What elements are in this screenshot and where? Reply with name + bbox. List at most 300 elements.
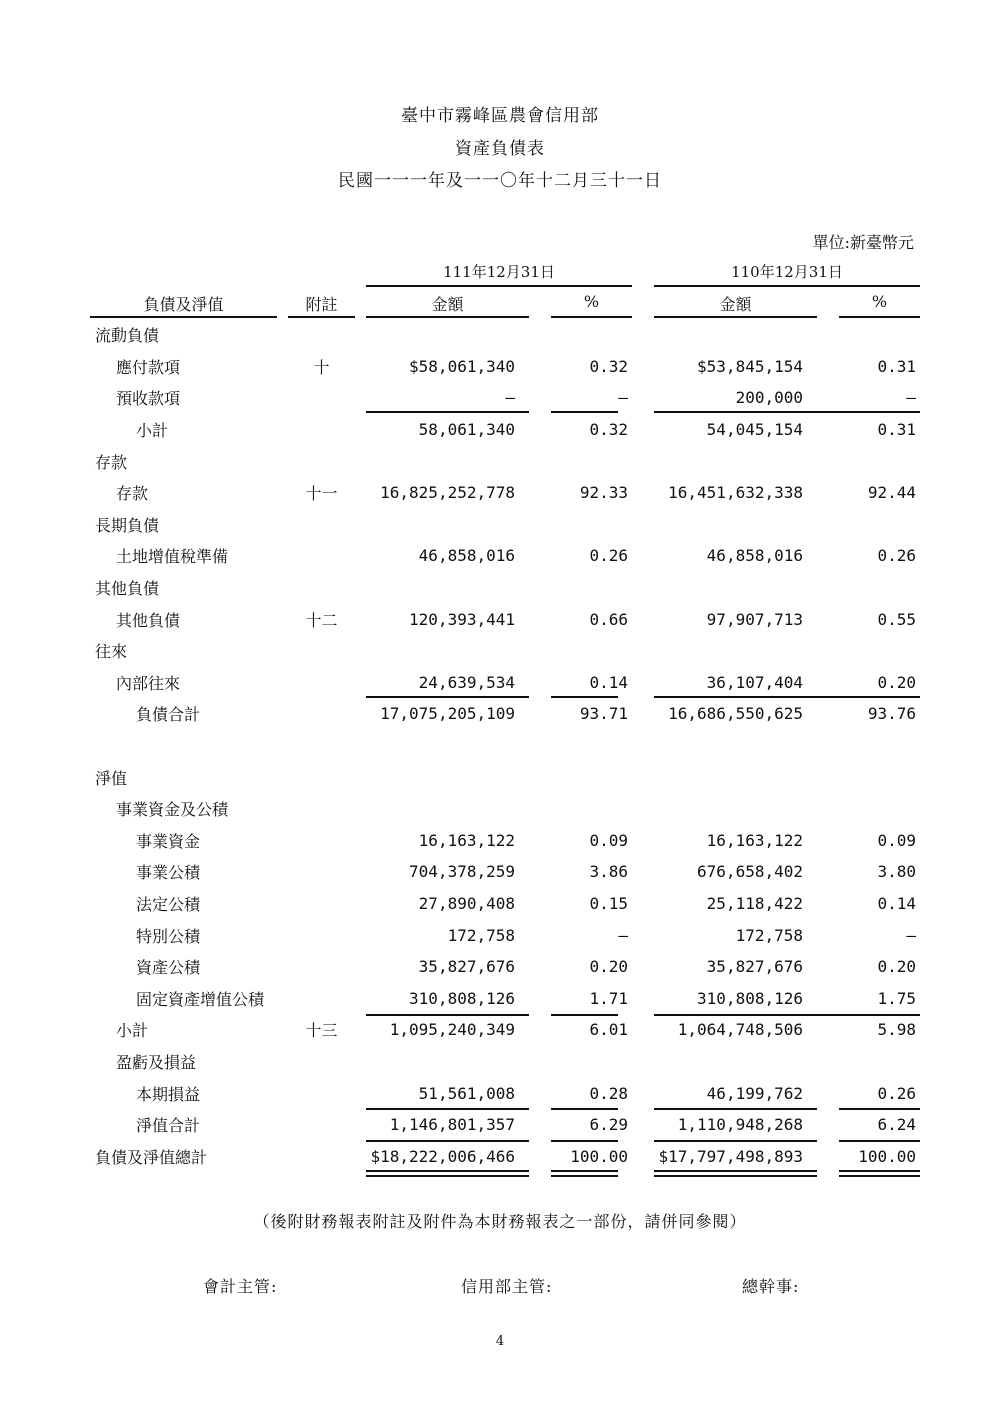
amount-current: 16,825,252,778 [380,483,515,503]
spacer-cell [817,1109,839,1141]
amount-prior: 16,686,550,625 [668,704,803,724]
amount-current: 16,163,122 [418,830,515,850]
spacer-cell [529,477,551,509]
amount-current: 24,639,534 [418,672,515,692]
spacer-cell [817,761,839,793]
row-note: 十三 [305,1021,338,1041]
row-label: 事業資金及公積 [116,800,229,820]
spacer-cell [632,509,654,541]
pct-current: 0.26 [589,546,628,566]
spacer-cell [817,572,839,604]
row-label: 流動負債 [95,326,160,346]
table-row [90,509,920,541]
table-row [90,445,920,477]
pct-current: 0.32 [589,420,628,440]
grand-total-top-rule [551,1140,618,1142]
equity-subtotal-rule [551,1014,618,1016]
header-rule [90,316,277,318]
spacer-cell [817,698,839,730]
row-note [288,382,355,414]
spacer-cell [632,1077,654,1109]
signature-accounting-head: 會計主管: [203,1277,278,1296]
row-note [288,761,355,793]
spacer-cell [355,951,366,983]
signature-general-manager: 總幹事: [742,1277,800,1296]
spacer-cell [355,603,366,635]
pct-prior: 93.76 [867,704,916,724]
signature-credit-dept-head: 信用部主管: [461,1277,553,1296]
row-note [288,982,355,1014]
table-row [90,825,920,857]
row-label: 小計 [136,421,169,441]
spacer-cell [817,825,839,857]
table-row [90,951,920,983]
period-current-rule [366,285,632,287]
spacer-cell [817,414,839,446]
amount-current: 1,095,240,349 [389,1020,515,1040]
table-row [90,1109,920,1141]
table-row [90,477,920,509]
spacer-cell [355,982,366,1014]
pct-prior [839,445,920,477]
amount-prior: 35,827,676 [706,957,803,977]
spacer-cell [632,477,654,509]
spacer-cell [529,825,551,857]
footnote: （後附財務報表附註及附件為本財務報表之一部份，請併同參閱） [253,1212,747,1231]
row-label: 土地增值稅準備 [116,547,229,567]
header-rule [551,316,632,318]
amount-prior: 54,045,154 [706,420,803,440]
amount-prior: 676,658,402 [697,862,803,882]
spacer-cell [529,572,551,604]
equity-subtotal-rule [366,1014,529,1016]
spacer-cell [817,951,839,983]
spacer-cell [355,1109,366,1141]
spacer-cell [817,1077,839,1109]
spacer-cell [817,888,839,920]
amount-prior [654,635,817,667]
spacer-cell [529,445,551,477]
spacer-cell [817,540,839,572]
grand-total-top-rule [366,1140,529,1142]
pct-prior [839,793,920,825]
row-note [288,951,355,983]
spacer-cell [817,793,839,825]
spacer-cell [817,351,839,383]
amount-prior [654,793,817,825]
pct-prior: — [906,925,916,945]
header-amount-current: 金額 [431,295,464,314]
header-note: 附註 [305,295,338,314]
subtotal-rule [654,411,920,413]
period-prior: 110年12月31日 [731,263,843,281]
row-note [288,888,355,920]
pct-prior: 6.24 [877,1115,916,1135]
pct-current: 92.33 [579,483,628,503]
amount-current: 51,561,008 [418,1083,515,1103]
amount-prior: 97,907,713 [706,609,803,629]
amount-current [366,509,529,541]
amount-current [366,761,529,793]
period-current: 111年12月31日 [443,263,555,281]
spacer-cell [355,572,366,604]
pct-current: — [618,925,628,945]
row-label: 法定公積 [136,894,201,914]
spacer-cell [632,761,654,793]
row-note: 十一 [305,484,338,504]
table-row [90,793,920,825]
spacer-cell [529,319,551,351]
spacer-cell [632,856,654,888]
company-name: 臺中市霧峰區農會信用部 [401,106,599,126]
equity-total-rule [366,1108,529,1110]
pct-current: 0.28 [589,1083,628,1103]
grand-total-top-rule [839,1140,920,1142]
row-label: 小計 [116,1021,149,1041]
pct-current [551,572,632,604]
header-rule [654,316,817,318]
amount-current: $18,222,006,466 [370,1146,515,1166]
row-label: 內部往來 [116,673,181,693]
table-row [90,1077,920,1109]
pct-prior: 0.31 [877,356,916,376]
pct-prior: 3.80 [877,862,916,882]
row-note [288,856,355,888]
row-note [288,1109,355,1141]
spacer-cell [632,667,654,699]
spacer-cell [355,667,366,699]
table-row [90,540,920,572]
amount-prior [654,1046,817,1078]
pct-prior [839,730,920,762]
amount-current [366,1046,529,1078]
amount-current: 310,808,126 [409,988,515,1008]
spacer-cell [632,951,654,983]
spacer-cell [817,730,839,762]
pct-current [551,793,632,825]
equity-total-rule [654,1108,817,1110]
amount-current [366,445,529,477]
spacer-cell [529,414,551,446]
row-note [288,414,355,446]
amount-prior [654,319,817,351]
amount-prior: $17,797,498,893 [658,1146,803,1166]
spacer-cell [355,509,366,541]
spacer-cell [529,1046,551,1078]
row-label: 預收款項 [116,389,181,409]
row-note [288,445,355,477]
spacer-cell [529,603,551,635]
row-label: 資產公積 [136,958,201,978]
spacer-cell [817,603,839,635]
row-label: 本期損益 [136,1084,201,1104]
subtotal-rule [366,411,529,413]
row-label: 往來 [95,642,128,662]
spacer-cell [632,319,654,351]
amount-prior: 46,199,762 [706,1083,803,1103]
spacer-cell [355,445,366,477]
row-note [288,730,355,762]
spacer-cell [632,919,654,951]
spacer-cell [817,1014,839,1046]
amount-current [366,319,529,351]
amount-current: 120,393,441 [409,609,515,629]
spacer-cell [817,477,839,509]
row-note [288,509,355,541]
pct-current: 1.71 [589,988,628,1008]
pct-current [551,1046,632,1078]
row-label: 固定資產增值公積 [136,989,265,1009]
row-note [288,667,355,699]
spacer-cell [817,635,839,667]
spacer-cell [632,1014,654,1046]
amount-prior [654,761,817,793]
amount-current: 58,061,340 [418,420,515,440]
balance-sheet-table [90,319,920,1172]
pct-current: 0.15 [589,893,628,913]
table-row [90,730,920,762]
equity-total-rule [551,1108,618,1110]
spacer-cell [355,477,366,509]
row-label: 長期負債 [95,515,160,535]
pct-current: 0.32 [589,356,628,376]
amount-prior: 172,758 [735,925,803,945]
pct-prior: 0.20 [877,672,916,692]
pct-current [551,730,632,762]
spacer-cell [529,951,551,983]
pct-prior [839,509,920,541]
amount-prior: 16,451,632,338 [668,483,803,503]
row-label: 淨值合計 [136,1116,201,1136]
amount-prior: $53,845,154 [697,356,803,376]
amount-current: 46,858,016 [418,546,515,566]
spacer-cell [529,730,551,762]
header-rule [839,316,920,318]
spacer-cell [355,825,366,857]
table-row [90,635,920,667]
table-row [90,1014,920,1046]
amount-prior [654,572,817,604]
table-row [90,698,920,730]
spacer-cell [355,414,366,446]
spacer-cell [632,540,654,572]
pct-current [551,319,632,351]
spacer-cell [817,319,839,351]
pct-prior: 0.31 [877,420,916,440]
spacer-cell [529,793,551,825]
spacer-cell [632,1109,654,1141]
pct-prior: 100.00 [858,1146,916,1166]
row-label: 淨值 [95,768,128,788]
amount-current [366,793,529,825]
pct-prior [839,761,920,793]
row-note [288,793,355,825]
header-rule [366,316,529,318]
pct-prior: 0.26 [877,546,916,566]
spacer-cell [529,888,551,920]
row-note: 十 [313,357,330,377]
header-pct-current: % [583,292,600,311]
grand-total-double-rule [654,1170,817,1177]
amount-prior: 1,064,748,506 [677,1020,803,1040]
amount-current [366,572,529,604]
amount-current: 27,890,408 [418,893,515,913]
amount-prior [654,445,817,477]
pct-current: 0.20 [589,957,628,977]
spacer-cell [529,1109,551,1141]
spacer-cell [355,1077,366,1109]
pct-current [551,761,632,793]
spacer-cell [632,1140,654,1172]
spacer-cell [529,1140,551,1172]
amount-prior: 310,808,126 [697,988,803,1008]
row-label: 負債及淨值總計 [95,1147,208,1167]
spacer-cell [529,667,551,699]
pct-prior [839,1046,920,1078]
liabilities-total-rule [366,696,529,698]
header-item: 負債及淨值 [143,295,224,314]
spacer-cell [529,509,551,541]
spacer-cell [632,445,654,477]
spacer-cell [355,698,366,730]
row-label: 存款 [95,452,128,472]
table-row [90,761,920,793]
grand-total-top-rule [654,1140,817,1142]
pct-prior: 0.55 [877,609,916,629]
pct-current [551,509,632,541]
spacer-cell [355,635,366,667]
table-row [90,1046,920,1078]
pct-current [551,445,632,477]
row-label: 其他負債 [95,579,160,599]
row-label: 特別公積 [136,926,201,946]
grand-total-double-rule [366,1170,529,1177]
currency-unit: 單位:新臺幣元 [812,233,914,252]
row-note [288,319,355,351]
row-note: 十二 [305,610,338,630]
spacer-cell [632,888,654,920]
amount-prior: 200,000 [735,388,803,408]
table-row [90,919,920,951]
spacer-cell [632,793,654,825]
amount-current: 704,378,259 [409,862,515,882]
spacer-cell [632,351,654,383]
header-rule [288,316,355,318]
spacer-cell [632,1046,654,1078]
spacer-cell [817,856,839,888]
amount-current: 1,146,801,357 [389,1115,515,1135]
row-label: 盈虧及損益 [116,1052,197,1072]
table-row [90,856,920,888]
page-number: 4 [495,1334,505,1349]
spacer-cell [817,667,839,699]
spacer-cell [529,919,551,951]
spacer-cell [632,825,654,857]
spacer-cell [632,382,654,414]
pct-prior: 92.44 [867,483,916,503]
spacer-cell [355,351,366,383]
spacer-cell [529,982,551,1014]
amount-prior: 25,118,422 [706,893,803,913]
pct-prior: 0.09 [877,830,916,850]
spacer-cell [817,382,839,414]
spacer-cell [817,919,839,951]
spacer-cell [632,635,654,667]
amount-current [366,635,529,667]
spacer-cell [529,382,551,414]
amount-current [366,730,529,762]
pct-current: 6.29 [589,1115,628,1135]
spacer-cell [355,919,366,951]
equity-total-rule [839,1108,920,1110]
spacer-cell [355,1014,366,1046]
grand-total-double-rule [551,1170,618,1177]
row-note [288,540,355,572]
spacer-cell [632,414,654,446]
header-pct-prior: % [871,292,888,311]
spacer-cell [817,509,839,541]
amount-prior: 46,858,016 [706,546,803,566]
period-prior-rule [654,285,920,287]
amount-current: 172,758 [447,925,515,945]
pct-current: 0.14 [589,672,628,692]
spacer-cell [817,982,839,1014]
row-note [288,825,355,857]
pct-prior: 5.98 [877,1020,916,1040]
table-row [90,572,920,604]
table-row [90,667,920,699]
amount-current: 17,075,205,109 [380,704,515,724]
pct-prior [839,635,920,667]
spacer-cell [632,982,654,1014]
table-row [90,982,920,1014]
row-label: 負債合計 [136,705,201,725]
pct-prior: 1.75 [877,988,916,1008]
row-note [288,919,355,951]
spacer-cell [529,856,551,888]
row-note [288,635,355,667]
spacer-cell [355,856,366,888]
row-label: 其他負債 [116,610,181,630]
amount-prior: 36,107,404 [706,672,803,692]
table-row [90,319,920,351]
spacer-cell [817,1046,839,1078]
spacer-cell [632,730,654,762]
row-label: 應付款項 [116,357,181,377]
spacer-cell [529,1077,551,1109]
row-note [288,1140,355,1172]
amount-current: — [505,388,515,408]
pct-prior [839,319,920,351]
row-label: 事業資金 [136,831,201,851]
spacer-cell [529,761,551,793]
spacer-cell [632,603,654,635]
amount-prior: 16,163,122 [706,830,803,850]
amount-current: $58,061,340 [409,356,515,376]
table-row [90,888,920,920]
table-row [90,351,920,383]
pct-prior: 0.20 [877,957,916,977]
table-row [90,382,920,414]
spacer-cell [632,698,654,730]
spacer-cell [355,761,366,793]
spacer-cell [355,793,366,825]
pct-current: 0.09 [589,830,628,850]
pct-current: — [618,388,628,408]
spacer-cell [355,540,366,572]
pct-current: 0.66 [589,609,628,629]
spacer-cell [632,572,654,604]
